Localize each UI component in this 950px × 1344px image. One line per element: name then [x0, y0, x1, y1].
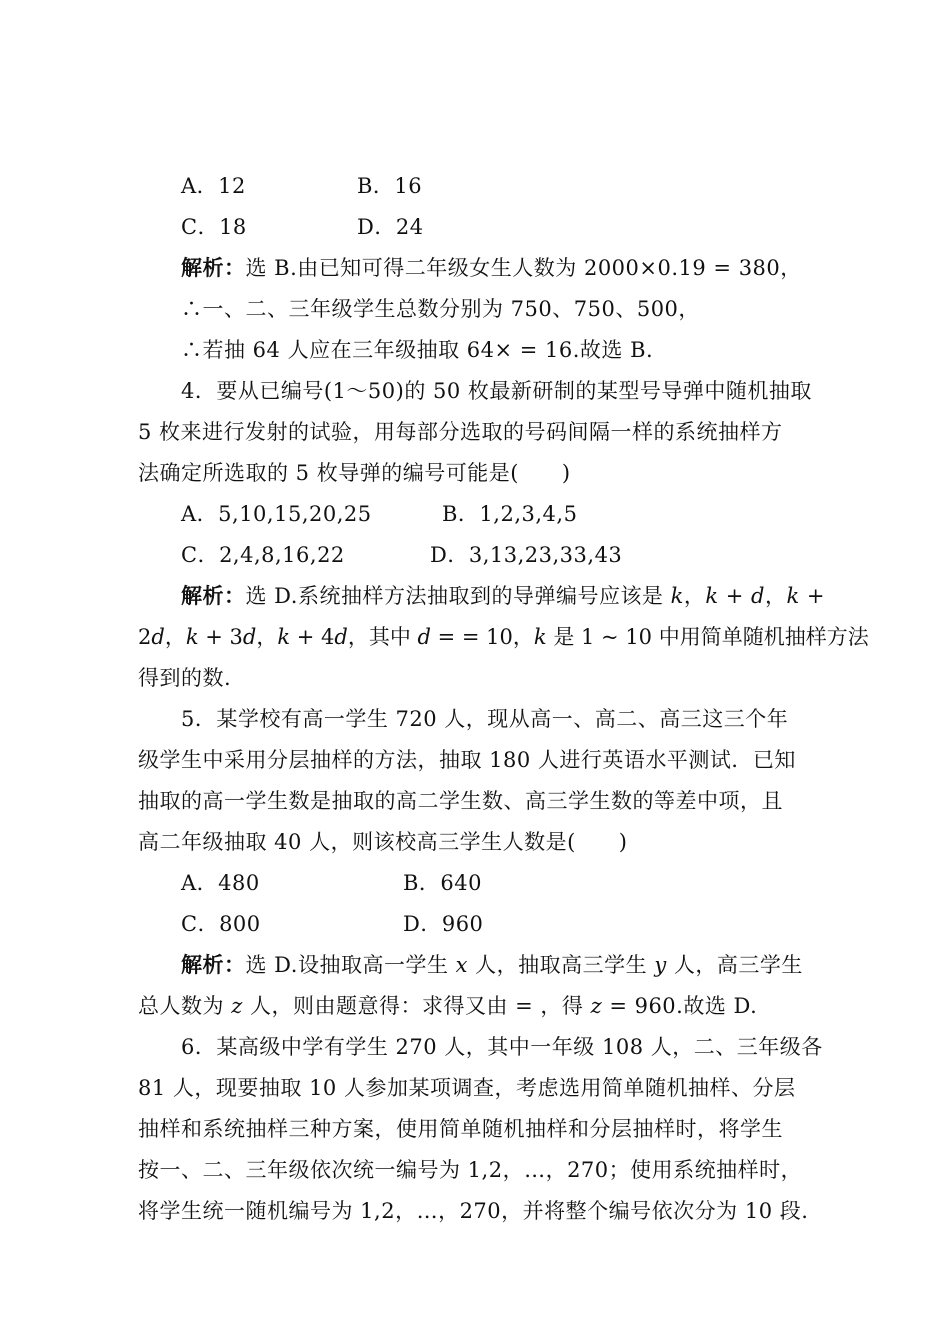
q6-question-text-2: 81 人，现要抽取 10 人参加某项调查，考虑选用简单随机抽样、分层	[138, 1076, 796, 1100]
q4-solution-line-3: 得到的数.	[138, 666, 232, 690]
q4-solution-text-2: 是 1 ~ 10 中用简单随机抽样方法	[546, 625, 869, 649]
q5-option-c: C．800	[181, 912, 261, 936]
comma: ，	[765, 584, 787, 608]
q5-question-line-2	[138, 745, 813, 775]
var-z: z	[231, 994, 243, 1018]
q4-option-d: D．3,13,23,33,43	[430, 543, 623, 567]
q5-option-d: D．960	[403, 912, 484, 936]
q6-question-line-2	[138, 1073, 813, 1103]
var-k: k	[277, 625, 291, 649]
q4-question-line-1	[181, 376, 813, 406]
var-d: d	[751, 584, 765, 608]
q5-option-b: B．640	[403, 871, 483, 895]
q3-option-d: D．24	[357, 215, 424, 239]
q6-question-text-4: 按一、二、三年级依次统一编号为 1,2，…，270；使用系统抽样时，	[138, 1158, 803, 1182]
plus-4: + 4	[290, 625, 335, 649]
var-z: z	[590, 994, 603, 1018]
q5-solution-line-2	[138, 991, 757, 1021]
q6-question-line-4	[138, 1155, 813, 1185]
equals-10: = = 10，	[430, 625, 534, 649]
q5-solution-text-2b: 人，则由题意得：求得又由 = ，得	[242, 994, 591, 1018]
q4-option-c: C．2,4,8,16,22	[181, 543, 345, 567]
q5-solution-label: 解析：	[181, 952, 246, 977]
comma: ，	[683, 584, 706, 608]
var-d: d	[151, 625, 165, 649]
q5-option-a: A．480	[181, 871, 260, 895]
q4-solution-line-2	[138, 622, 869, 652]
q5-question-line-4: 高二年级抽取 40 人，则该校高三学生人数是( )	[138, 830, 628, 854]
q3-solution-line-2: ∴一、二、三年级学生总数分别为 750、750、500，	[181, 297, 700, 321]
var-k: k	[533, 625, 547, 649]
q5-solution-line-1	[181, 950, 803, 980]
q5-solution-text-1b: 人，抽取高三学生	[467, 953, 655, 977]
q4-question-line-2	[138, 417, 813, 447]
q5-question-line-3	[138, 786, 813, 816]
plus-3: + 3	[198, 625, 243, 649]
q5-solution-text-2c: = 960.故选 D.	[602, 994, 758, 1018]
coef-2: 2	[138, 625, 152, 649]
var-d: d	[242, 625, 257, 649]
q5-question-line-1	[181, 704, 813, 734]
q3-option-b: B．16	[357, 174, 423, 198]
q4-solution-label: 解析：	[181, 583, 246, 608]
qizhong-text: ，其中	[347, 625, 418, 649]
q5-solution-text-1c: 人，高三学生	[666, 953, 803, 977]
q4-option-a: A．5,10,15,20,25	[181, 502, 372, 526]
var-k: k	[670, 584, 684, 608]
q6-question-text-1: 6．某高级中学有学生 270 人，其中一年级 108 人，二、三年级各	[181, 1035, 823, 1059]
q5-question-text-2: 级学生中采用分层抽样的方法，抽取 180 人进行英语水平测试．已知	[138, 748, 796, 772]
q4-question-text-2: 5 枚来进行发射的试验，用每部分选取的号码间隔一样的系统抽样方	[138, 420, 783, 444]
q6-question-text-3: 抽样和系统抽样三种方案，使用简单随机抽样和分层抽样时，将学生	[138, 1117, 783, 1141]
q6-question-line-1	[181, 1032, 823, 1062]
comma: ，	[164, 625, 186, 649]
q3-solution-label: 解析：	[181, 255, 246, 280]
q4-option-b: B．1,2,3,4,5	[442, 502, 578, 526]
q4-question-line-3: 法确定所选取的 5 枚导弹的编号可能是( )	[138, 461, 571, 485]
var-k: k	[786, 584, 800, 608]
q3-solution-text-1: 选 B.由已知可得二年级女生人数为 2000×0.19 = 380，	[245, 256, 802, 280]
plus-sign: +	[799, 584, 826, 608]
q6-question-line-5: 将学生统一随机编号为 1,2，…，270，并将整个编号依次分为 10 段.	[138, 1199, 809, 1223]
var-y: y	[654, 953, 667, 977]
q3-option-a: A．12	[181, 174, 246, 198]
var-x: x	[455, 953, 468, 977]
q3-option-c: C．18	[181, 215, 247, 239]
q4-solution-text-1: 选 D.系统抽样方法抽取到的导弹编号应该是	[245, 584, 671, 608]
q3-solution-line-3: ∴若抽 64 人应在三年级抽取 64× = 16.故选 B.	[181, 338, 654, 362]
q4-question-text-1: 4．要从已编号(1～50)的 50 枚最新研制的某型号导弹中随机抽取	[181, 379, 812, 403]
plus-sign: +	[718, 584, 752, 608]
q5-solution-text-1a: 选 D.设抽取高一学生	[245, 953, 456, 977]
q3-solution-line-1	[181, 253, 802, 283]
q6-question-line-3	[138, 1114, 813, 1144]
var-d: d	[334, 625, 348, 649]
q5-solution-text-2a: 总人数为	[138, 994, 232, 1018]
var-k: k	[705, 584, 719, 608]
var-d: d	[417, 625, 431, 649]
q5-question-text-1: 5．某学校有高一学生 720 人，现从高一、高二、高三这三个年	[181, 707, 789, 731]
comma: ，	[256, 625, 278, 649]
q5-question-text-3: 抽取的高一学生数是抽取的高二学生数、高三学生数的等差中项，且	[138, 789, 783, 813]
var-k: k	[185, 625, 199, 649]
q4-solution-line-1	[181, 581, 825, 611]
